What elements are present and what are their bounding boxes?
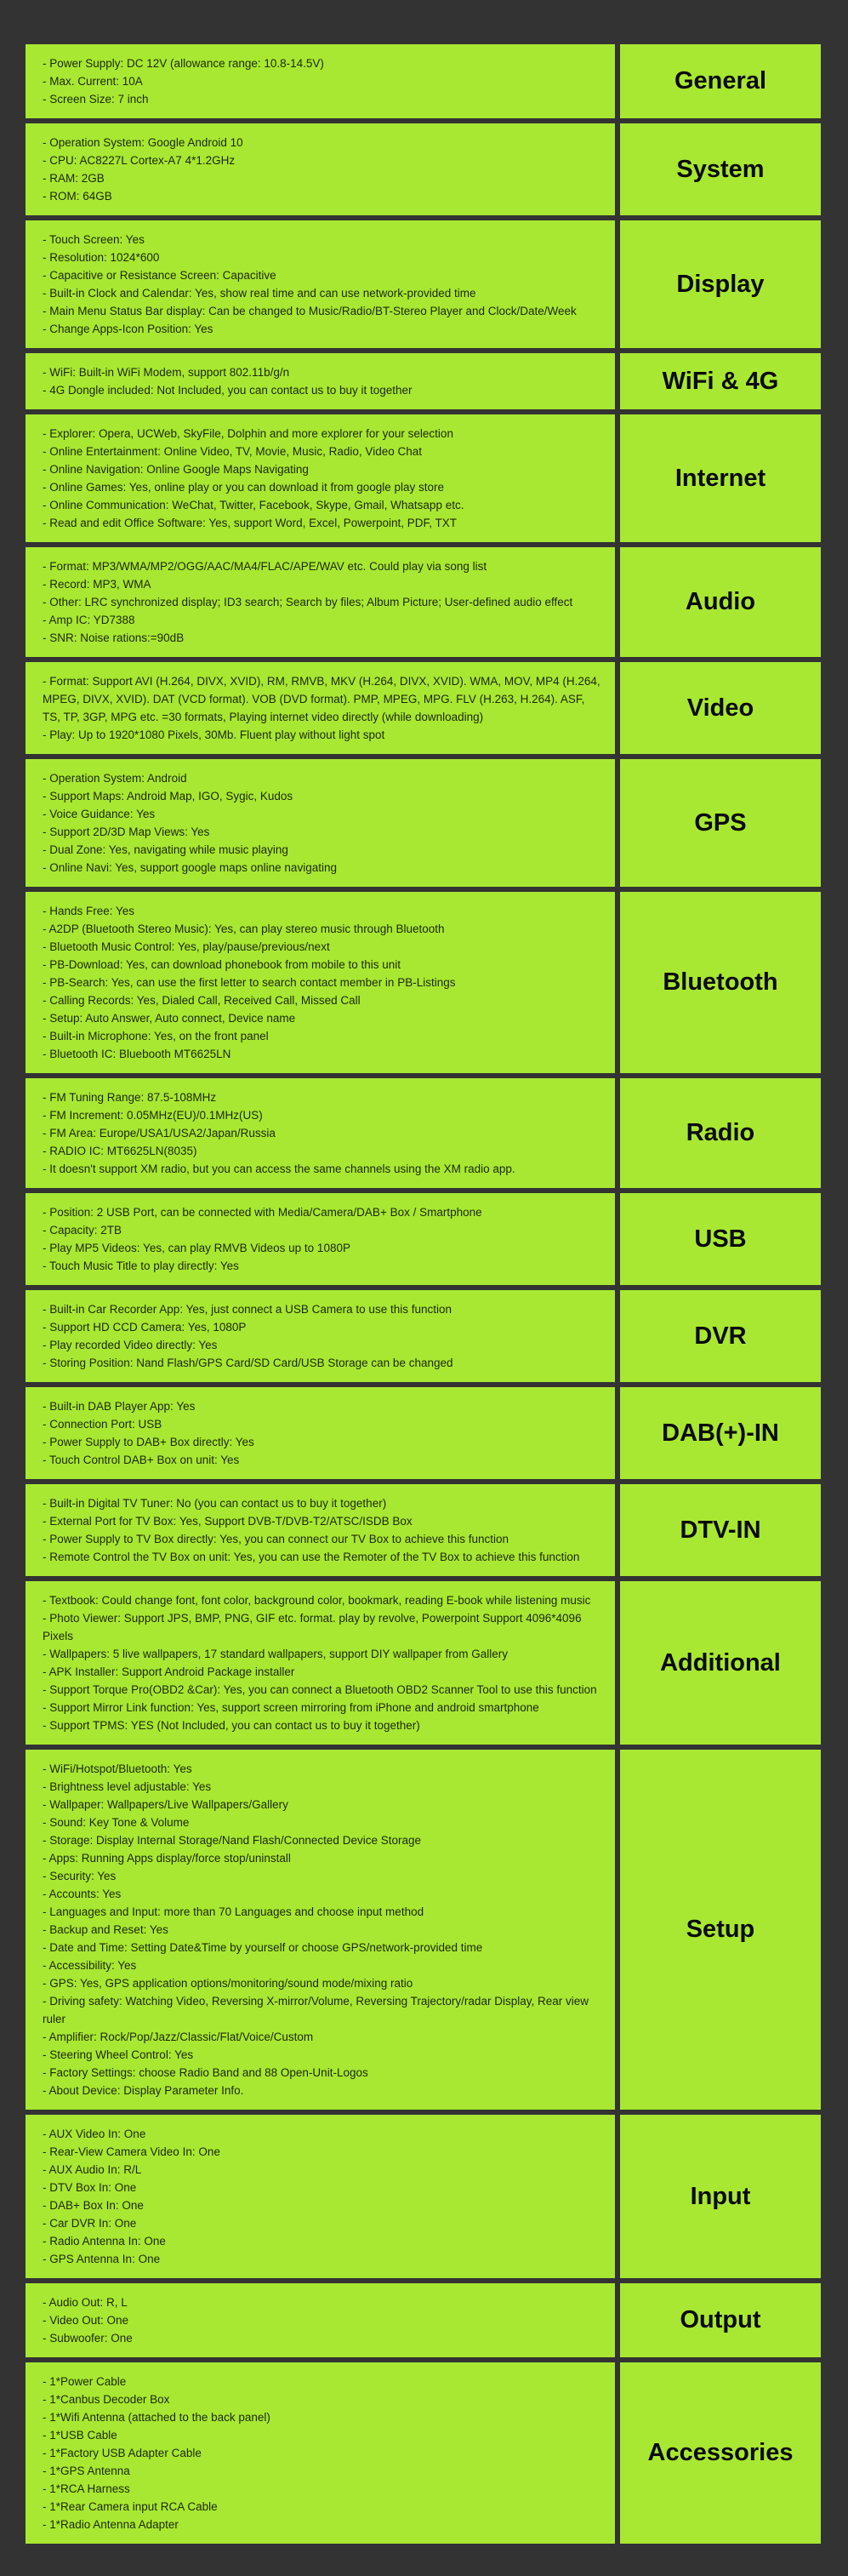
spec-line: - Security: Yes <box>43 1870 117 1882</box>
spec-line: - 1*GPS Antenna <box>43 2465 130 2477</box>
spec-details-list <box>26 2115 615 2278</box>
spec-line: - Record: MP3, WMA <box>43 578 151 591</box>
spec-section-title: DAB(+)-IN <box>662 1419 779 1447</box>
spec-line: - It doesn't support XM radio, but you can access the same channels using the XM radio app. <box>43 1162 515 1175</box>
spec-section-row <box>26 547 821 657</box>
spec-line: - AUX Audio In: R/L <box>43 2163 142 2176</box>
spec-line: - About Device: Display Parameter Info. <box>43 2084 244 2097</box>
spec-section-row <box>26 123 821 215</box>
spec-section-row <box>26 2115 821 2278</box>
spec-line: - Max. Current: 10A <box>43 75 143 88</box>
spec-line: - Support TPMS: YES (Not Included, you can contact us to buy it together) <box>43 1719 420 1732</box>
spec-title-cell <box>620 2362 821 2544</box>
spec-details-list <box>26 44 615 118</box>
spec-line: - CPU: AC8227L Cortex-A7 4*1.2GHz <box>43 154 236 167</box>
spec-line: - Car DVR In: One <box>43 2217 137 2230</box>
spec-line: - Power Supply to DAB+ Box directly: Yes <box>43 1436 254 1448</box>
spec-line: - Calling Records: Yes, Dialed Call, Received Call, Missed Call <box>43 994 361 1007</box>
spec-section-title: Additional <box>660 1648 781 1676</box>
spec-line: - Backup and Reset: Yes <box>43 1923 168 1936</box>
spec-line: - Read and edit Office Software: Yes, support Word, Excel, Powerpoint, PDF, TXT <box>43 517 457 529</box>
spec-line: - PB-Download: Yes, can download phonebook from mobile to this unit <box>43 958 401 971</box>
spec-line: - 1*Factory USB Adapter Cable <box>43 2447 202 2459</box>
spec-section-row <box>26 44 821 118</box>
spec-title-cell <box>620 123 821 215</box>
spec-line: - FM Increment: 0.05MHz(EU)/0.1MHz(US) <box>43 1109 263 1122</box>
spec-line: - GPS: Yes, GPS application options/monitoring/sound mode/mixing ratio <box>43 1977 413 1990</box>
spec-line: - Resolution: 1024*600 <box>43 251 160 264</box>
spec-details-list <box>26 1750 615 2110</box>
spec-line: - Accounts: Yes <box>43 1888 122 1900</box>
spec-line: - Wallpapers: 5 live wallpapers, 17 standard wallpapers, support DIY wallpaper from Gallery <box>43 1648 509 1660</box>
spec-section-row <box>26 414 821 542</box>
spec-line: - Position: 2 USB Port, can be connected with Media/Camera/DAB+ Box / Smartphone <box>43 1206 482 1219</box>
spec-line: - Power Supply: DC 12V (allowance range: 10.8-14.5V) <box>43 57 324 70</box>
spec-title-cell <box>620 2115 821 2278</box>
spec-details-list <box>26 220 615 348</box>
spec-line: - Audio Out: R, L <box>43 2296 128 2309</box>
spec-title-cell <box>620 1193 821 1285</box>
spec-details-list <box>26 1484 615 1576</box>
spec-line: - Connection Port: USB <box>43 1418 162 1431</box>
spec-line: - Built-in Car Recorder App: Yes, just connect a USB Camera to use this function <box>43 1303 452 1316</box>
spec-line: - WiFi/Hotspot/Bluetooth: Yes <box>43 1762 192 1775</box>
spec-section-row <box>26 1750 821 2110</box>
spec-line: - Format: MP3/WMA/MP2/OGG/AAC/MA4/FLAC/APE/WAV etc. Could play via song list <box>43 560 487 573</box>
spec-details-list <box>26 1387 615 1479</box>
spec-section-row <box>26 1484 821 1576</box>
spec-line: - Amp IC: YD7388 <box>43 614 135 626</box>
spec-line: - Rear-View Camera Video In: One <box>43 2145 220 2158</box>
spec-line: - 1*USB Cable <box>43 2429 117 2442</box>
spec-line: - Other: LRC synchronized display; ID3 search; Search by files; Album Picture; User-defined audio effect <box>43 596 573 608</box>
spec-line: - Apps: Running Apps display/force stop/uninstall <box>43 1852 291 1865</box>
spec-line: - SNR: Noise rations:=90dB <box>43 631 185 644</box>
spec-section-row <box>26 1387 821 1479</box>
spec-section-row <box>26 1581 821 1745</box>
spec-line: - Main Menu Status Bar display: Can be changed to Music/Radio/BT-Stereo Player and Clock/Date/Week <box>43 305 577 317</box>
spec-line: - Remote Control the TV Box on unit: Yes, you can use the Remoter of the TV Box to achieve this function <box>43 1551 580 1563</box>
spec-line: - Change Apps-Icon Position: Yes <box>43 323 213 335</box>
spec-section-row <box>26 1078 821 1188</box>
spec-section-title: Display <box>676 270 765 298</box>
spec-line: - APK Installer: Support Android Package installer <box>43 1665 295 1678</box>
spec-section-title: Radio <box>686 1119 755 1146</box>
spec-line: - Languages and Input: more than 70 Languages and choose input method <box>43 1905 424 1918</box>
spec-line: - Video Out: One <box>43 2314 129 2327</box>
spec-line: - DAB+ Box In: One <box>43 2199 144 2212</box>
spec-section-title: Bluetooth <box>663 968 778 996</box>
spec-title-cell <box>620 1387 821 1479</box>
spec-section-title: Input <box>690 2182 751 2210</box>
spec-details-list <box>26 2362 615 2544</box>
spec-section-title: USB <box>694 1225 747 1253</box>
spec-line: - DTV Box In: One <box>43 2181 137 2194</box>
spec-line: - Operation System: Google Android 10 <box>43 136 243 149</box>
spec-line: - 4G Dongle included: Not Included, you can contact us to buy it together <box>43 384 413 397</box>
spec-details-list <box>26 892 615 1073</box>
spec-title-cell <box>620 44 821 118</box>
spec-line: - Bluetooth Music Control: Yes, play/pause/previous/next <box>43 940 330 953</box>
spec-title-cell <box>620 1750 821 2110</box>
spec-details-list <box>26 1581 615 1745</box>
spec-line: - AUX Video In: One <box>43 2128 146 2140</box>
spec-title-cell <box>620 2283 821 2357</box>
spec-section-row <box>26 759 821 887</box>
spec-line: - Operation System: Android <box>43 772 187 785</box>
spec-line: - Support Torque Pro(OBD2 &Car): Yes, you can connect a Bluetooth OBD2 Scanner Tool to use this function <box>43 1683 597 1696</box>
spec-line: - 1*Rear Camera input RCA Cable <box>43 2500 218 2513</box>
spec-line: - Hands Free: Yes <box>43 905 135 917</box>
spec-line: - Radio Antenna In: One <box>43 2235 166 2248</box>
spec-line: - Play: Up to 1920*1080 Pixels, 30Mb. Fluent play without light spot <box>43 728 385 741</box>
spec-section-row <box>26 220 821 348</box>
spec-line: - Online Entertainment: Online Video, TV, Movie, Music, Radio, Video Chat <box>43 445 422 458</box>
spec-details-list <box>26 662 615 754</box>
spec-line: - 1*RCA Harness <box>43 2482 130 2495</box>
spec-line: - Photo Viewer: Support JPS, BMP, PNG, GIF etc. format. play by revolve, Powerpoint Support 4096*4096 Pixels <box>43 1612 582 1642</box>
spec-section-row <box>26 1290 821 1382</box>
spec-details-list <box>26 1193 615 1285</box>
spec-line: - Capacity: 2TB <box>43 1224 122 1237</box>
spec-line: - Capacitive or Resistance Screen: Capacitive <box>43 269 276 282</box>
spec-details-list <box>26 123 615 215</box>
spec-line: - Touch Music Title to play directly: Yes <box>43 1259 239 1272</box>
spec-details-list <box>26 547 615 657</box>
spec-title-cell <box>620 892 821 1073</box>
spec-title-cell <box>620 1484 821 1576</box>
spec-section-row <box>26 353 821 409</box>
spec-line: - Factory Settings: choose Radio Band and 88 Open-Unit-Logos <box>43 2066 368 2079</box>
spec-section-row <box>26 892 821 1073</box>
spec-details-list <box>26 1078 615 1188</box>
spec-title-cell <box>620 220 821 348</box>
spec-section-title: WiFi & 4G <box>662 367 779 395</box>
spec-line: - ROM: 64GB <box>43 190 112 203</box>
spec-line: - Built-in DAB Player App: Yes <box>43 1400 196 1413</box>
spec-line: - Online Navi: Yes, support google maps online navigating <box>43 861 337 874</box>
spec-section-title: General <box>674 67 766 94</box>
spec-line: - 1*Wifi Antenna (attached to the back panel) <box>43 2411 270 2424</box>
spec-line: - 1*Canbus Decoder Box <box>43 2393 170 2406</box>
spec-title-cell <box>620 759 821 887</box>
spec-details-list <box>26 414 615 542</box>
spec-line: - Built-in Digital TV Tuner: No (you can contact us to buy it together) <box>43 1497 387 1510</box>
spec-line: - PB-Search: Yes, can use the first letter to search contact member in PB-Listings <box>43 976 456 989</box>
spec-line: - Bluetooth IC: Bluebooth MT6625LN <box>43 1048 231 1060</box>
spec-line: - Steering Wheel Control: Yes <box>43 2048 194 2061</box>
spec-line: - Play recorded Video directly: Yes <box>43 1339 218 1351</box>
spec-section-title: Accessories <box>647 2439 794 2466</box>
spec-section-title: DVR <box>694 1322 747 1350</box>
spec-line: - Sound: Key Tone & Volume <box>43 1816 190 1829</box>
spec-title-cell <box>620 1078 821 1188</box>
spec-line: - FM Area: Europe/USA1/USA2/Japan/Russia <box>43 1127 276 1139</box>
spec-line: - Support Maps: Android Map, IGO, Sygic, Kudos <box>43 790 293 803</box>
spec-line: - Built-in Microphone: Yes, on the front panel <box>43 1030 269 1042</box>
spec-section-title: Setup <box>686 1916 755 1943</box>
spec-line: - Subwoofer: One <box>43 2332 133 2345</box>
spec-section-row <box>26 1193 821 1285</box>
spec-line: - Accessibility: Yes <box>43 1959 137 1972</box>
spec-line: - Wallpaper: Wallpapers/Live Wallpapers/Gallery <box>43 1798 288 1811</box>
spec-line: - Storage: Display Internal Storage/Nand Flash/Connected Device Storage <box>43 1834 421 1847</box>
spec-line: - RADIO IC: MT6625LN(8035) <box>43 1145 197 1157</box>
spec-line: - WiFi: Built-in WiFi Modem, support 802.11b/g/n <box>43 366 290 379</box>
spec-line: - Format: Support AVI (H.264, DIVX, XVID), RM, RMVB, MKV (H.264, DIVX, XVID). WMA, MOV, MP4 (H.264, MPEG, DIVX, XVID). DAT (VCD format). VOB (DVD format). PMP, MPEG, MPG. FLV (H.263, H.264). ASF, TS, TP, 3GP, MPG etc. =30 formats, Playing internet video directly (while downloading) <box>43 675 600 723</box>
spec-section-row <box>26 662 821 754</box>
spec-section-row <box>26 2283 821 2357</box>
spec-line: - 1*Power Cable <box>43 2375 127 2388</box>
spec-line: - Play MP5 Videos: Yes, can play RMVB Videos up to 1080P <box>43 1242 350 1254</box>
spec-line: - A2DP (Bluetooth Stereo Music): Yes, can play stereo music through Bluetooth <box>43 922 445 935</box>
spec-line: - Touch Control DAB+ Box on unit: Yes <box>43 1454 240 1466</box>
spec-details-list <box>26 353 615 409</box>
spec-line: - Online Navigation: Online Google Maps Navigating <box>43 463 309 476</box>
spec-title-cell <box>620 1290 821 1382</box>
spec-line: - External Port for TV Box: Yes, Support DVB-T/DVB-T2/ATSC/ISDB Box <box>43 1515 413 1528</box>
spec-section-title: GPS <box>694 808 747 837</box>
spec-line: - Date and Time: Setting Date&Time by yourself or choose GPS/network-provided time <box>43 1941 483 1954</box>
spec-title-cell <box>620 353 821 409</box>
spec-section-title: Internet <box>674 464 766 492</box>
spec-line: - 1*Radio Antenna Adapter <box>43 2518 179 2531</box>
spec-line: - Online Games: Yes, online play or you can download it from google play store <box>43 481 445 494</box>
spec-line: - Voice Guidance: Yes <box>43 808 156 820</box>
spec-section-title: Video <box>686 694 754 722</box>
spec-line: - Setup: Auto Answer, Auto connect, Device name <box>43 1012 296 1025</box>
spec-line: - Textbook: Could change font, font color, background color, bookmark, reading E-book while listening music <box>43 1594 591 1607</box>
spec-line: - Dual Zone: Yes, navigating while music playing <box>43 843 288 856</box>
spec-line: - Online Communication: WeChat, Twitter, Facebook, Skype, Gmail, Whatsapp etc. <box>43 499 464 511</box>
spec-line: - Storing Position: Nand Flash/GPS Card/SD Card/USB Storage can be changed <box>43 1357 453 1369</box>
spec-line: - Support 2D/3D Map Views: Yes <box>43 825 210 838</box>
spec-table <box>26 44 821 2549</box>
spec-line: - Support HD CCD Camera: Yes, 1080P <box>43 1321 247 1334</box>
spec-line: - Touch Screen: Yes <box>43 233 145 246</box>
spec-details-list <box>26 1290 615 1382</box>
spec-line: - Brightness level adjustable: Yes <box>43 1780 212 1793</box>
spec-title-cell <box>620 414 821 542</box>
spec-section-title: DTV-IN <box>680 1516 761 1544</box>
spec-line: - Power Supply to TV Box directly: Yes, you can connect our TV Box to achieve this function <box>43 1533 509 1545</box>
spec-details-list <box>26 2283 615 2357</box>
spec-section-title: Output <box>680 2306 761 2333</box>
spec-title-cell <box>620 547 821 657</box>
spec-details-list <box>26 759 615 887</box>
spec-line: - GPS Antenna In: One <box>43 2253 161 2265</box>
spec-line: - FM Tuning Range: 87.5-108MHz <box>43 1091 217 1104</box>
spec-section-title: System <box>676 155 765 183</box>
spec-line: - Screen Size: 7 inch <box>43 93 149 106</box>
spec-section-title: Audio <box>685 588 756 615</box>
spec-line: - Built-in Clock and Calendar: Yes, show real time and can use network-provided time <box>43 287 476 300</box>
spec-line: - Amplifier: Rock/Pop/Jazz/Classic/Flat/Voice/Custom <box>43 2031 314 2043</box>
spec-line: - Support Mirror Link function: Yes, support screen mirroring from iPhone and android smartphone <box>43 1701 539 1714</box>
spec-title-cell <box>620 1581 821 1745</box>
spec-line: - RAM: 2GB <box>43 172 105 185</box>
spec-line: - Driving safety: Watching Video, Reversing X-mirror/Volume, Reversing Trajectory/radar Display, Rear view ruler <box>43 1995 589 2025</box>
spec-line: - Explorer: Opera, UCWeb, SkyFile, Dolphin and more explorer for your selection <box>43 427 453 440</box>
spec-section-row <box>26 2362 821 2544</box>
spec-title-cell <box>620 662 821 754</box>
